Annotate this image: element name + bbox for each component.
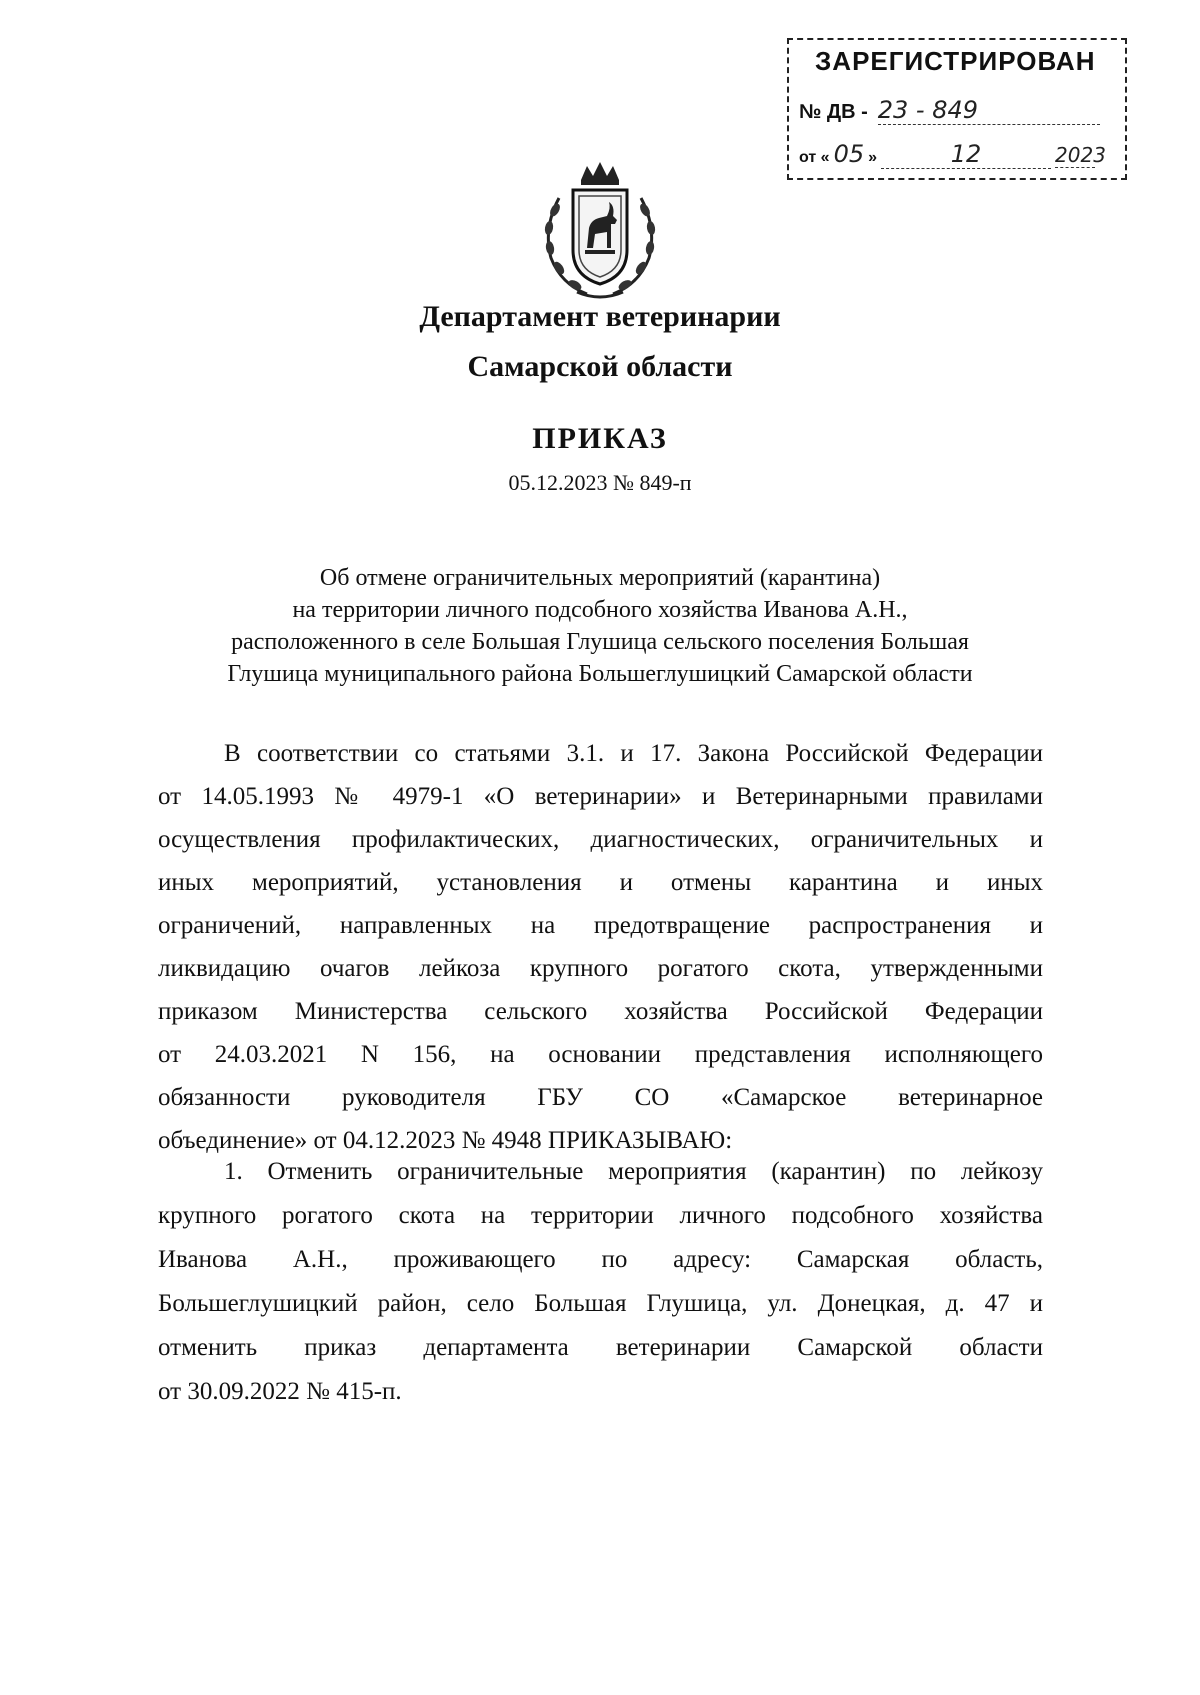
paragraph-line: 1. Отменить ограничительные мероприятия (карантин) по лейкозу — [224, 1158, 1043, 1185]
paragraph-line: ограничений, направленных на предотвращение распространения и — [158, 912, 1043, 939]
subject-line: на территории личного подсобного хозяйства Иванова А.Н., — [292, 597, 908, 623]
subject-line: Глушица муниципального района Большеглушицкий Самарской области — [227, 661, 973, 687]
subject-line: расположенного в селе Большая Глушица сельского поселения Большая — [231, 629, 969, 655]
paragraph-line: от 30.09.2022 № 415-п. — [158, 1378, 402, 1405]
stamp-date-year-line — [1055, 143, 1106, 168]
paragraph-line: отменить приказ департамента ветеринарии Самарской области — [158, 1334, 1043, 1361]
document-number: 05.12.2023 № 849-п — [508, 470, 692, 495]
paragraph-line: Иванова А.Н., проживающего по адресу: Самарская область, — [158, 1246, 1043, 1273]
paragraph-line: крупного рогатого скота на территории личного подсобного хозяйства — [158, 1202, 1043, 1229]
paragraph-line: Большеглушицкий район, село Большая Глушица, ул. Донецкая, д. 47 и — [158, 1290, 1043, 1317]
paragraph-line: обязанности руководителя ГБУ СО «Самарское ветеринарное — [158, 1084, 1043, 1111]
registration-stamp — [787, 38, 1127, 180]
department-name-line2: Самарской области — [467, 350, 733, 383]
document-subject — [0, 562, 1200, 690]
stamp-date-day: 05 — [833, 140, 865, 168]
stamp-date-row — [799, 140, 1106, 169]
stamp-date-month-line — [881, 140, 1051, 169]
stamp-date-year: 2023 — [1055, 143, 1106, 167]
stamp-number-value: 23 - 849 — [877, 96, 979, 124]
paragraph-line: приказом Министерства сельского хозяйства Российской Федерации — [158, 998, 1043, 1025]
paragraph-line: осуществления профилактических, диагностических, ограничительных и — [158, 826, 1043, 853]
stamp-date-label: от « — [799, 149, 830, 166]
stamp-date-month: 12 — [950, 140, 982, 168]
stamp-date-sep: » — [868, 149, 878, 166]
body-paragraph-1 — [158, 732, 1043, 1162]
paragraph-line: ликвидацию очагов лейкоза крупного рогатого скота, утвержденными — [158, 955, 1043, 982]
samara-coat-of-arms-icon — [537, 158, 663, 302]
subject-line: Об отмене ограничительных мероприятий (карантина) — [319, 565, 881, 591]
stamp-number-row — [799, 96, 1100, 125]
paragraph-line: иных мероприятий, установления и отмены карантина и иных — [158, 869, 1043, 896]
department-name-line1: Департамент ветеринарии — [419, 300, 781, 333]
paragraph-line: от 14.05.1993 № 4979-1 «О ветеринарии» и Ветеринарными правилами — [158, 783, 1043, 810]
body-paragraph-2 — [158, 1150, 1043, 1414]
paragraph-line: объединение» от 04.12.2023 № 4948 ПРИКАЗЫВАЮ: — [158, 1127, 733, 1154]
document-type: ПРИКАЗ — [532, 422, 668, 455]
stamp-title: ЗАРЕГИСТРИРОВАН — [815, 46, 1096, 76]
paragraph-line: от 24.03.2021 N 156, на основании представления исполняющего — [158, 1041, 1043, 1068]
stamp-number-label: № ДВ - — [799, 101, 868, 123]
paragraph-line: В соответствии со статьями 3.1. и 17. Закона Российской Федерации — [224, 740, 1043, 767]
stamp-number-line — [878, 96, 1100, 125]
